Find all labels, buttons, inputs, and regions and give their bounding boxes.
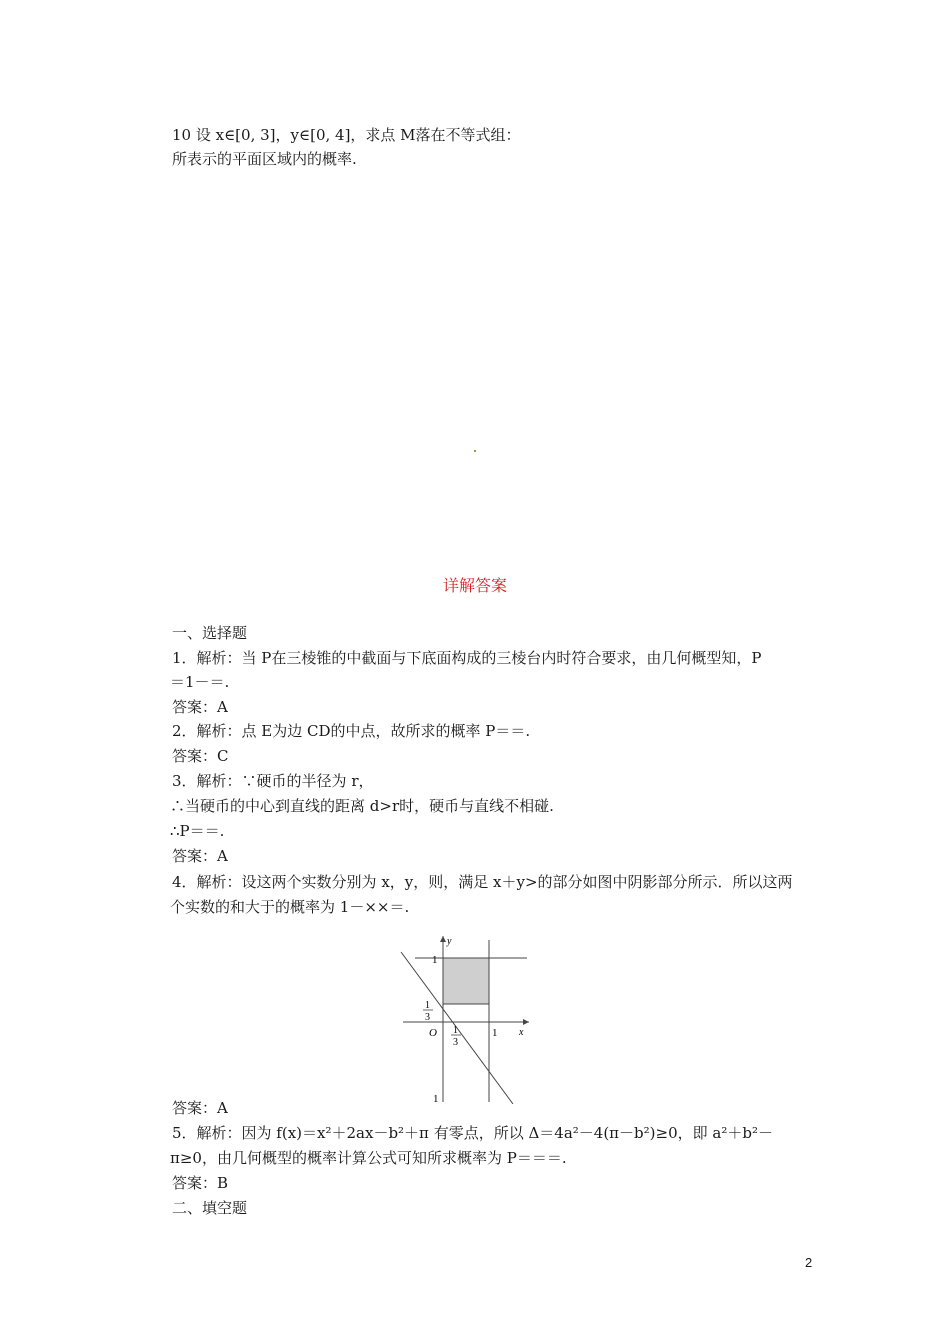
q5-line-2: π≥0，由几何概型的概率计算公式可知所求概率为 P＝＝＝. xyxy=(170,1149,567,1167)
label-one-top: 1 xyxy=(432,954,438,966)
q3-line-3: ∴P＝＝. xyxy=(170,822,225,840)
answers-title: 详解答案 xyxy=(442,576,507,595)
q4-line-1: 4．解析：设这两个实数分别为 x，y，则，满足 x＋y>的部分如图中阴影部分所示．所以这两 xyxy=(172,873,793,891)
problem-10-line-1: 10 设 x∈[0, 3]，y∈[0, 4]，求点 M落在不等式组： xyxy=(172,126,521,144)
section-fill: 二、填空题 xyxy=(172,1199,248,1217)
q4-line-2: 个实数的和大于的概率为 1－××＝. xyxy=(170,898,410,916)
q3-answer: 答案：A xyxy=(172,847,228,865)
q1-line-2: ＝1－＝. xyxy=(170,673,230,691)
y-axis-arrow-icon xyxy=(440,936,446,942)
label-third-y-num: 1 xyxy=(425,1000,430,1011)
label-third-x-den: 3 xyxy=(453,1037,458,1048)
x-axis-label: x xyxy=(519,1027,524,1038)
label-one-right: 1 xyxy=(492,1027,498,1039)
origin-label: O xyxy=(429,1027,437,1039)
q1-answer: 答案：A xyxy=(172,698,228,716)
problem-10-line-2: 所表示的平面区域内的概率. xyxy=(172,150,357,168)
section-choice: 一、选择题 xyxy=(172,624,248,642)
q4-answer: 答案：A xyxy=(172,1099,228,1117)
y-axis-label: y xyxy=(447,936,452,947)
q2-answer: 答案：C xyxy=(172,747,229,765)
page-number: 2 xyxy=(805,1255,813,1270)
label-third-y-den: 3 xyxy=(425,1012,430,1023)
q3-line-1: 3．解析：∵硬币的半径为 r， xyxy=(172,772,374,790)
q1-line-1: 1．解析：当 P在三棱锥的中截面与下底面构成的三棱台内时符合要求，由几何概型知，P xyxy=(172,649,762,667)
q3-line-2: ∴当硬币的中心到直线的距离 d>r时，硬币与直线不相碰. xyxy=(170,797,554,815)
q4-figure xyxy=(395,932,535,1104)
x-axis-arrow-icon xyxy=(523,1019,529,1025)
scan-speck xyxy=(474,450,476,452)
q5-line-1: 5．解析：因为 f(x)＝x²＋2ax－b²＋π 有零点，所以 Δ＝4a²－4(π－b²)≥0，即 a²＋b²－ xyxy=(172,1124,773,1142)
q5-answer: 答案：B xyxy=(172,1174,229,1192)
label-one-bottom: 1 xyxy=(433,1093,439,1104)
label-third-x-num: 1 xyxy=(453,1025,458,1036)
q2-line-1: 2．解析：点 E为边 CD的中点，故所求的概率 P＝＝. xyxy=(172,722,531,740)
shaded-region xyxy=(443,958,489,1004)
